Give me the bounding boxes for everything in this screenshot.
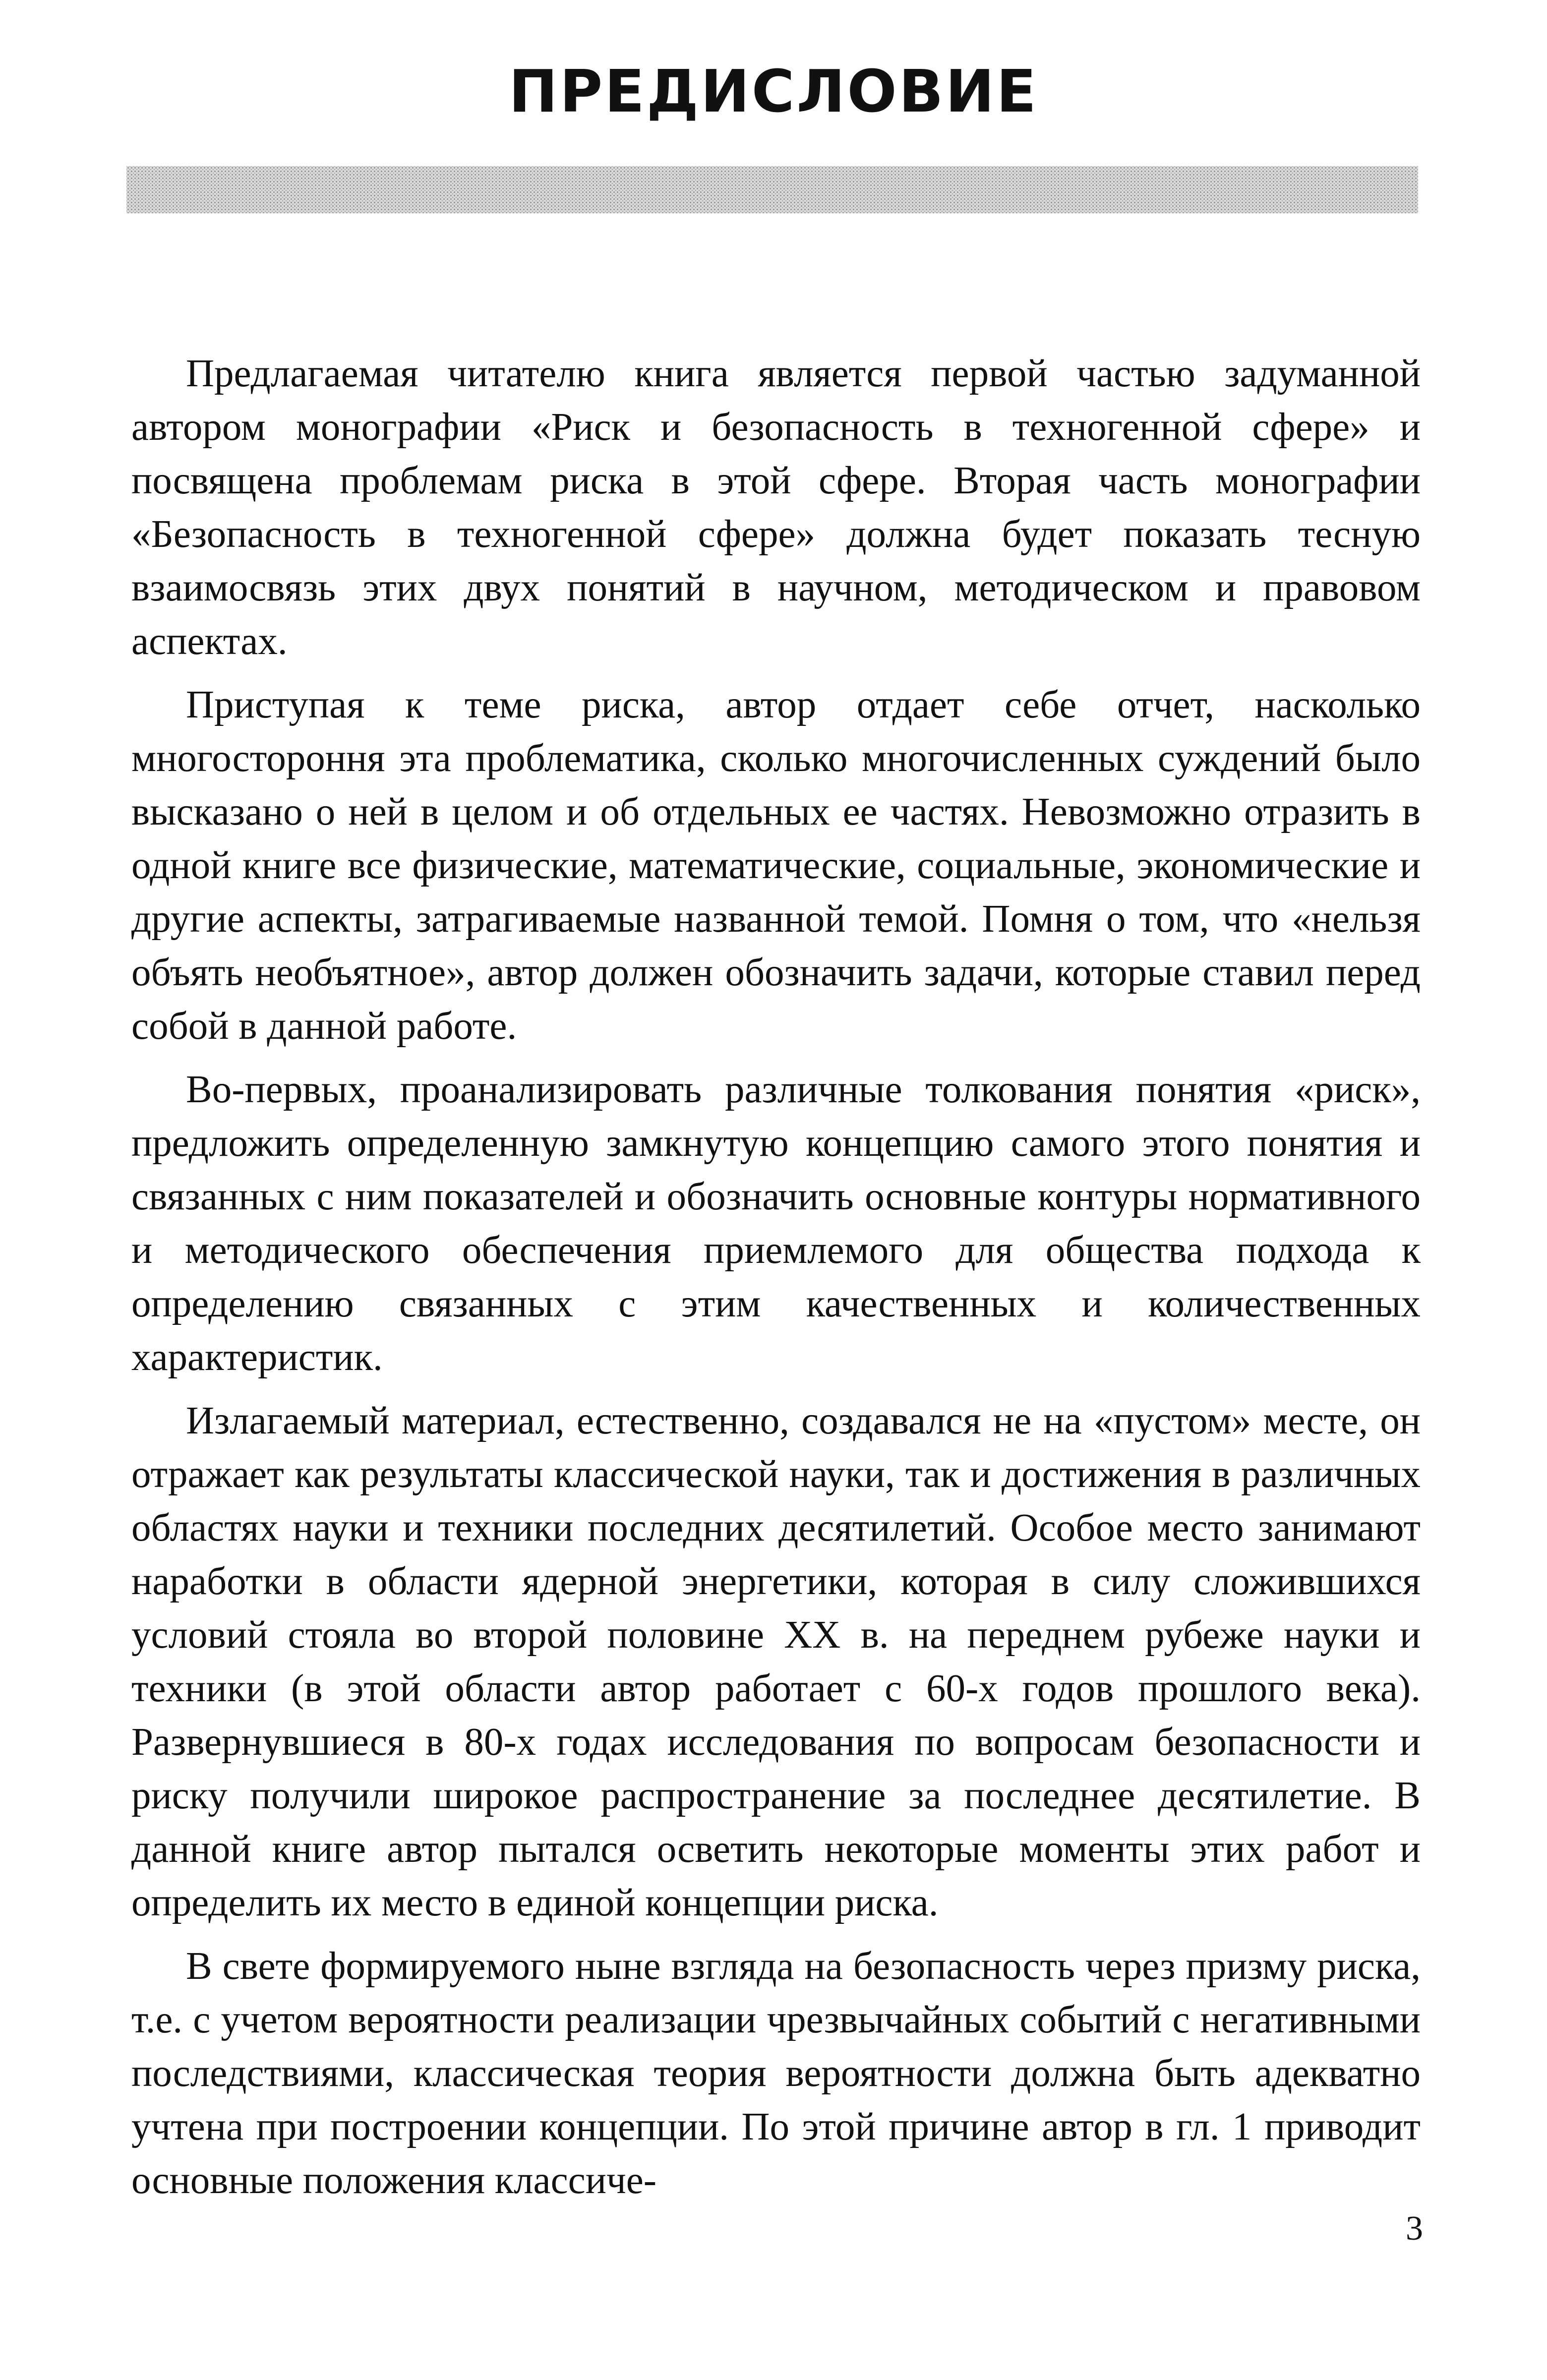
paragraph: Во-первых, проанализировать различные толкования понятия «риск», предложить определенную замкнутую концепцию самого этого понятия и связанных с ним показателей и обозначить основные контуры нормативного и методического обеспечения приемлемого для общества подхода к определению связанных с этим качественных и количественных характеристик. [131, 1068, 1421, 1379]
page-title: ПРЕДИСЛОВИЕ [509, 57, 1038, 125]
paragraph: Излагаемый материал, естественно, создавался не на «пустом» месте, он отражает как результаты классической науки, так и достижения в различных областях науки и техники последних десятилетий. Особое место занимают наработки в области ядерной энергетики, которая в силу сложившихся условий стояла во второй половине XX в. на переднем рубеже науки и техники (в этой области автор работает с 60-х годов прошлого века). Развернувшиеся в 80-х годах исследования по вопросам безопасности и риску получили широкое распространение за последнее десятилетие. В данной книге автор пытался осветить некоторые моменты этих работ и определить их место в единой концепции риска. [131, 1399, 1421, 1924]
paragraph: В свете формируемого ныне взгляда на безопасность через призму риска, т.е. с учетом вероятности реализации чрезвычайных событий с негативными последствиями, классическая теория вероятности должна быть адекватно учтена при построении концепции. По этой причине автор в гл. 1 приводит основные положения классиче- [131, 1945, 1421, 2202]
paragraph: Предлагаемая читателю книга является первой частью задуманной автором монографии «Риск и безопасность в техногенной сфере» и посвящена проблемам риска в этой сфере. Вторая часть монографии «Безопасность в техногенной сфере» должна будет показать тесную взаимосвязь этих двух понятий в научном, методическом и правовом аспектах. [131, 352, 1421, 663]
page-number: 3 [1406, 2209, 1423, 2248]
paragraph: Приступая к теме риска, автор отдает себе отчет, насколько многостороння эта проблематика, сколько многочисленных суждений было высказано о ней в целом и об отдельных ее частях. Невозможно отразить в одной книге все физические, математические, социальные, экономические и другие аспекты, затрагиваемые названной темой. Помня о том, что «нельзя объять необъятное», автор должен обозначить задачи, которые ставил перед собой в данной работе. [131, 683, 1421, 1048]
title-decorative-band [126, 166, 1418, 213]
body-text [131, 347, 1421, 2217]
